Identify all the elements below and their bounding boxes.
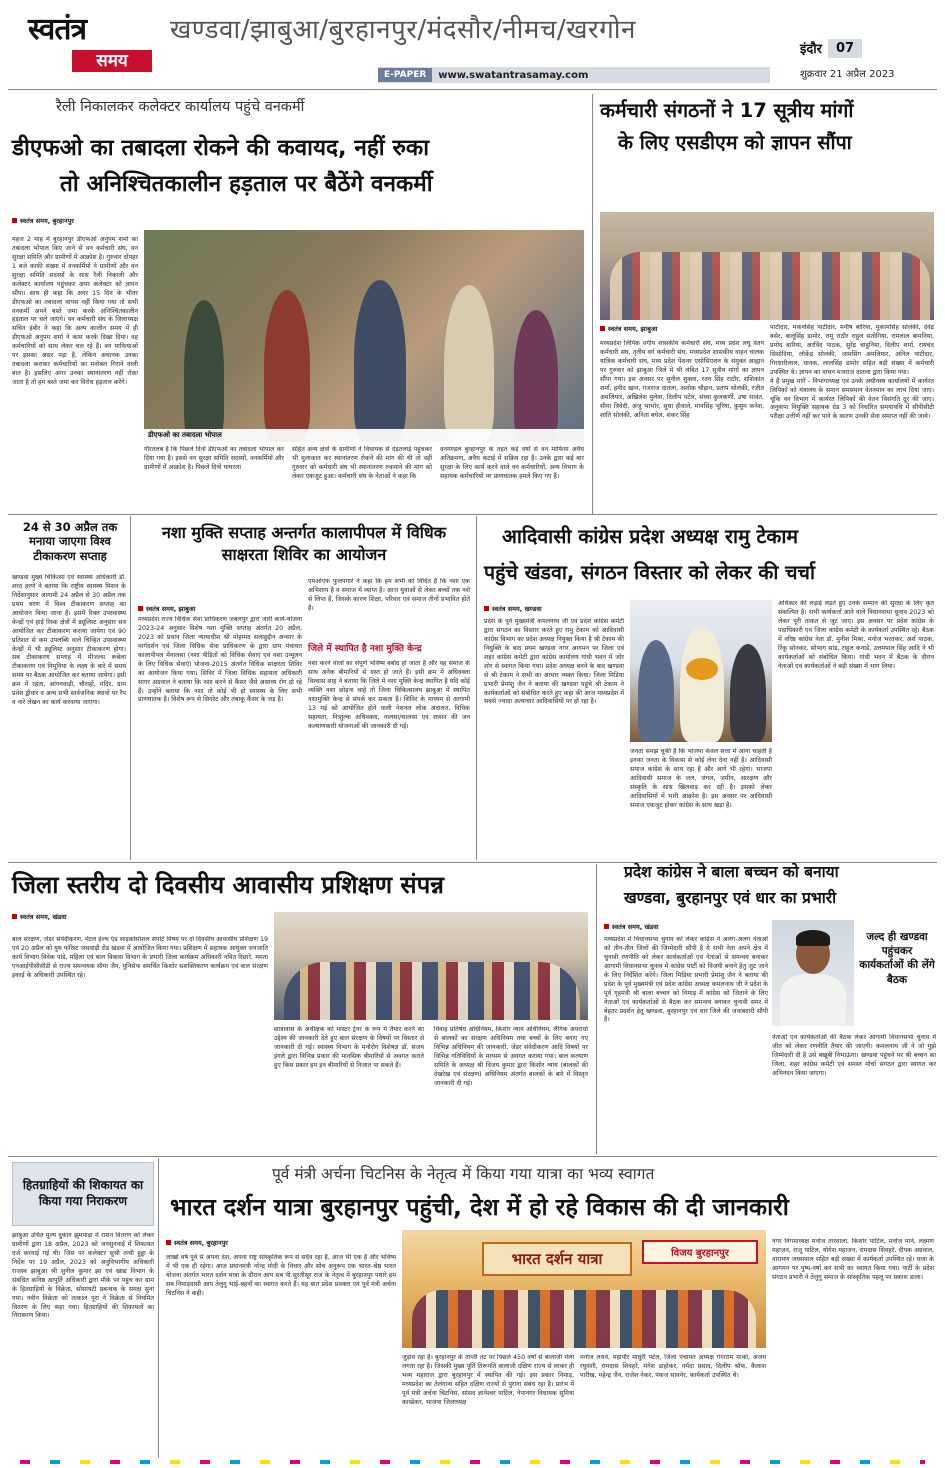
column-divider — [158, 1158, 159, 1458]
byline-marker-icon — [12, 218, 17, 223]
story5-col3: अधिकार की लड़ाई लड़ते हुए उनके सम्मान की सुरक्षा के लिए कृत संकल्पित है। सभी कार्यकर्ता आने वाले विधानसभा चुनाव 2023 को लेकर पूरी ताकत से जुट जाए। इस अवसर पर प्रदेश कांग्रेस के पदाधिकारी एवं जिला कांग्रेस कमेटी के कार्यकर्ता उपस्थित रहे। बैठक में वरिष्ठ कांग्रेस नेता डॉ. मुनीश मिश्रा, मनोज भरतकर, अर्श पाठक, रिंकू सोनकर, सोभाग सांड, राहुल कनाडे, उत्तमपाल सिंह आदि ने भी कार्यकर्ताओं को संबोधित किया। गांधी भवन में बैठक के दौरान नेताओं एवं कार्यकर्ताओं ने बड़ी संख्या में भाग लिया। — [778, 600, 934, 670]
story1-col1: महज 2 माह में बुरहानपुर डीएफओ अनुपम शर्मा का तबादला भोपाल किए जाने से वन कर्मचारी संघ, वन सुरक्षा समिति और ग्रामीणों में आक्रोश है। गुरुवार दोपहर 1 बजे काफी संख्या में वनकर्मियों ने ग्रामीणों और वन सुरक्षा समिति सदस्यों के साथ रैली निकाली और कलेक्टर कार्यालय पहुंचकर अपर कलेक्टर को ज्ञापन सौंपा। साथ ही कहा कि अगर 15 दिन के भीतर डीएफओ का तबादला वापस नहीं किया गया तो सभी वनकर्मी अपने बस्ते जमा करके अनिश्चितकालीन हड़ताल पर चले जाएंगे। वन कर्मचारी संघ के जिलाध्यक्ष सचिन हंबीर ने कहा कि अल्प कालीन समय में ही डीएफओ अनुपम शर्मा ने काम करके दिखा दिया। वह कर्मचारियों को साथ लेकर चल रहे हैं। वन माफियाओं पर इसका असर पड़ा है, लेकिन अचानक उनका तबादला कराकर कर्मचारियों का मनोबल गिराने वाली बात है। इसलिए अगर उनका स्थानांतरण नहीं रोका जाता है तो हम बस्ते जमा कर विरोध हड़ताल करेंगे। — [12, 236, 138, 386]
story4-col2b: नशा करने वालों का संपूर्ण भविष्य बर्बाद हो जाता है और वह समाज के साथ अनेक बीमारियों से ग्रस्त हो जाते हैं। इसी क्रम में अधिवक्ता विश्वास शाह ने बताया कि जिले में नशा मुक्ति केन्द्र स्थापित है यदि कोई व्यक्ति नशा छोड़ना चाहे तो जिला चिकित्सालय झाबुआ में स्थापित नशामुक्ति केन्द्र से संपर्क कर सकता है। शिविर के माध्यम से आगामी 13 मई को आयोजित होने वाली नेशनल लोक अदालत, विधिक सहायता, निःशुल्क अधिवक्ता, नालसा/सालसा एवं शासन की जन कल्याणकारी योजनाओं की जानकारी दी गई। — [308, 660, 470, 730]
crowd-figure — [412, 1290, 756, 1348]
story-drug-awareness — [134, 516, 474, 860]
yatra-banner — [482, 1242, 632, 1276]
body-figure — [780, 974, 846, 1026]
edition-box — [800, 36, 900, 60]
story6-photo — [274, 912, 588, 1020]
masthead-divider — [8, 89, 937, 90]
column-divider — [130, 516, 131, 860]
story7-col2: नेताओं एवं कार्यकर्ताओं की बैठक लेकर आगामी विधानसभा चुनाव में जीत को लेकर रणनीति तैयार की जाएगी। कमलनाथ जी ने जो मुझे जिम्मेदारी दी है उसे बखूबी निभाऊंगा। खण्डवा पहुंचने पर श्री बच्चन का जिला, शहर कांग्रेस कमेटी एवं समस्त मोर्चा संगठन द्वारा स्वागत कर अभिनंदन किया जाएगा। — [772, 1034, 936, 1077]
story2-col2: पाटीदार, मकनसिंह पाटीदार, मनीष बारिया, मुकामसिंह सोलंकी, देवेंद्र बसेर, बालूसिंह डामोर, रामू राठौर राहुल सतोगिया, रामलाल बामनिया, प्रमोद बारिया, अरविंद पाठक, सुरेंद्र चाहुनिया, दिलीप शर्मा, रायचंद सिसोदिया, लोकेंद्र सोलंकी, जामसिंग अमलियार, अनिल पाटीदार, गिरधारीलाल, धानक, लालसिंह डामोर सहित बड़ी संख्या में कर्मचारी उपस्थित थे। ज्ञापन का वाचन मजराज दातला द्वारा किया गया। ये हैं प्रमुख मांगें - विभागाध्यक्ष एवं उनके अधीनस्थ कार्यालयों में कार्यरत लिपिकों को मंत्रालय के समान समसमान वेतनमान का लाभ दिया जाए। चूंकि वन विभाग में कार्यरत लिपिकों की वेतन विसंगति दूर की जाए। अनुकंपा नियुक्ति सहायक ग्रेड 3 को निर्धारित समयावधि में सीपीसीटी परीक्षा उत्तीर्ण नहीं कर पाने के कारण उनकी सेवा समाप्त नहीं की जाये। — [770, 324, 934, 421]
page-number: 07 — [828, 39, 862, 58]
story9-col4: नगर निगमाध्यक्ष मनोज तारवाला, किशोर पाटिल, मनोज माने, लक्ष्मण महाजन, राजू पाटिल, योगेश महाजन, रामदास शिवहरे, दीपक अग्रवाल, नारायण जयसवाल सहित बड़ी संख्या में कार्यकर्ता उपस्थित रहे। यात्रा के आगमन पर पुष्प-वर्षा कर सभी का स्वागत किया गया। पार्टी के प्रदेश संगठन प्रभारी ने तेलुगु समाज के सांस्कृतिक पहलू पर प्रकाश डाला। — [772, 1238, 934, 1281]
story1-kicker: रैली निकालकर कलेक्टर कार्यालय पहुंचे वनकर्मी — [56, 99, 305, 115]
story5-col1: प्रदेश के पूर्व मुख्यमंत्री कमलनाथ जी एवं प्रदेश कांग्रेस कमेटी द्वारा संगठन का विस्तार करते हुए रामु टेकाम को आदिवासी कांग्रेस विभाग का प्रदेश अध्यक्ष नियुक्त किया है श्री टेकाम की नियुक्ति के बाद प्रथम खण्डवा नगर आगमन पर जिला एवं शहर कांग्रेस कमेटी द्वारा कांग्रेस कार्यालय गांधी भवन में जोर शोर से स्वागत किया गया। प्रदेश अध्यक्ष बनने के बाद खण्डवा से श्री टेकाम ने सभी का आभार व्यक्त किया। जिला मिडिया प्रभारी प्रेमांशु जैन ने बताया की खण्डवा पहुंचे श्री टेकाम ने कार्यकर्ताओं को संबोधित करते हुए कहा की आज मध्यप्रदेश में सबसे ज्यादा अत्याचार आदिवासियों पर हो रहा है। — [484, 618, 624, 706]
story9-col2: जुड़ाव रहा है। बुरहानपुर के ताप्ती तट पर पिछले 450 वर्षों से बालाजी मेला लगता रहा है। जिसकी मुख्य पूर्ति तिरूपति बालाजी दक्षिण राज्य से लाकर ही भव्य महाराज द्वारा बुरहानपुर में स्थापित की गई। इस प्रकार निमाड़, मध्यप्रदेश का तेलंगाना सहित दक्षिण राज्यों से पुराना संबंध रहा है। प्रारंभ में पूर्व मंत्री अर्चना चिटनिस, सांसद ज्ञानेश्वर पाटिल, नेपानगर विधायक सुमित्रा कास्डेकर, भाजपा जिलाध्यक्ष — [402, 1354, 574, 1406]
byline-text: स्वतंत्र समय, बुरहानपुर — [174, 1239, 228, 1247]
crowd-figure — [184, 300, 224, 442]
section-divider — [8, 514, 937, 515]
story7-headline-1: प्रदेश कांग्रेस ने बाला बच्चन को बनाया — [624, 863, 839, 881]
crowd-figure — [284, 962, 580, 1020]
website-link[interactable]: www.swatantrasamay.com — [438, 69, 589, 81]
story5-byline — [484, 604, 542, 613]
crowd-figure — [514, 310, 558, 442]
story6-col1: बाल संरक्षण, जेंडर संवेदीकरण, मेंटल हेल्थ एंड साइकोसोशल सपोर्ट विषय पर दो दिवसीय आवासीय प्रशिक्षण 19 एवं 20 अप्रैल को युथ फॉरेस्ट जसवाड़ी रोड खंडवा में आयोजित किया गया। प्रशिक्षण में सहायक आयुक्त जनजाति कार्य विभाग विवेक पांडे, महिला एवं बाल विकास विभाग के प्रभारी जिला कार्यक्रम अधिकारी नवित रिछारे, ममता एनआईपीसीसीडी से राज्य समन्वयक सीमा जैन, युनिसेफ समर्थित किशोर सशक्तिकरण कार्यक्रम एवं बाल संरक्षण इकाई के अधिकारी उपस्थित रहे। — [12, 936, 268, 979]
story6-headline: जिला स्तरीय दो दिवसीय आवासीय प्रशिक्षण संपन्न — [12, 871, 444, 899]
story5-headline-1: आदिवासी कांग्रेस प्रदेश अध्यक्ष रामु टेकाम — [502, 525, 799, 548]
story3-body: खण्डवा मुख्य चिकित्सा एवं स्वास्थ्य अधिकारी डॉ. शरद हरणे ने बताया कि राष्ट्रीय स्वास्थ्य मिशन के निर्देशानुसार आगामी 24 अप्रैल से 30 अप्रैल तक प्रथम चरण में विश्व टीकाकरण सप्ताह का आयोजन किया जाना है। इसमें रिक्त उपस्वास्थ्य केन्द्रों एवं हाई रिस्क क्षेत्रों में ड्यूलिस्ट अनुसार सत्र आयोजित कर टीकाकरण कराया जायेगा एवं 90 प्रतिशत से कम उपलब्धि वाले चिन्हित उपस्वास्थ्य केन्द्रों में भी ड्यूलिस्ट अनुसार टीकाकरण होगा। सब टीकाकरण सप्ताह में मीजल्स रूबेला टीकाकरण एवं निमूनिया के लक्ष्य के बारे में समय समय पर बैठक आयोजित कर बताया जायेगा। इसी क्रम में रहता, आंगनवाड़ी, चौराहों, मंदिर, ग्राम प्रवेश द्वीवार व अन्य सभी सार्वजनिक स्थानों पर रैंप व नारे लेखन का कार्य करवाया जाएगा। — [12, 574, 126, 707]
story9-col3: मनोज लधवे, महापौर माधुरी पटेल, जिला पंचायत अध्यक्ष गंगाराम मार्को, अजय रघुवंशी, रामदास शिवहरे, मंगेश डाहोकर, नर्मदा प्रसाद, दिलीप श्रॉफ, कैलाश पारीख, महेन्द्र जैन, राजेश नेकर, पंकज सावनेर, कार्यकर्ता उपस्थित थे। — [580, 1354, 766, 1379]
byline-marker-icon — [138, 606, 143, 611]
story2-headline-1: कर्मचारी संगठनों ने 17 सूत्रीय मांगों — [600, 99, 854, 122]
story9-col1: लाखों वर्ष पूर्व से अपना देश, अपना राष्ट्र सांस्कृतिक रूप से सदैव रहा है, आज भी एक है और भविष्य में भी एक ही रहेगा। आज प्रधानमंत्री नरेन्द्र मोदी के विचार और सोच अनुरूप एक भारत-श्रेष्ठ भारत योजना अंतर्गत भारत दर्शन यात्रा के दौरान आप सब पी.सुरतीसूर राज के नेतृत्व में बुरहानपुर पधारे हम सब निमाड़वासी आप तेलुगु भाई-बहनों का स्वागत करते हैं। यह बात प्रदेश प्रवक्ता एवं पूर्व मंत्री अर्चना चिटनिस ने कही। — [166, 1254, 396, 1297]
crowd-figure — [444, 285, 494, 442]
story4-col2: एमओएफ फुलपगारे ने कहा कि हम सभी को विदित है कि नशा एक अभिशाप है व समाज में व्याप्त है। आज युवाओं से लेकर बच्चों तक नशे से लिप्त हैं, जिसके कारण शिक्षा, परिवार एवं समाज तीनों प्रभावित होते हैं। — [308, 578, 470, 612]
banner-sub-text: विजय बुरहानपुर — [671, 1248, 729, 1259]
story9-headline: भारत दर्शन यात्रा बुरहानपुर पहुंची, देश में हो रहे विकास की दी जानकारी — [170, 1193, 789, 1221]
story-tribal-congress — [480, 516, 938, 860]
story-bharat-darshan — [162, 1158, 938, 1458]
story-vaccination-week — [8, 516, 128, 860]
logo-top-text: स्वतंत्र — [28, 12, 87, 47]
column-divider — [476, 516, 477, 860]
story7-byline — [604, 922, 659, 931]
epaper-bar — [378, 67, 770, 83]
story1-photo — [144, 230, 584, 442]
story2-headline-2: के लिए एसडीएम को ज्ञापन सौंपा — [618, 131, 852, 154]
logo-bottom-text: समय — [72, 50, 152, 72]
story1-headline-2: तो अनिश्चितकालीन हड़ताल पर बैठेंगे वनकर्मी — [60, 171, 433, 197]
hair-figure — [796, 930, 830, 946]
story4-col1: मध्यप्रदेश राज्य विधिक सेवा प्राधिकरण जबलपुर द्वारा जारी कार्य-योजना 2023-24 अनुसार विशेष नशा मुक्ति सप्ताह अंतर्गत 20 अप्रैल, 2023 को प्रधान जिला न्यायाधीश श्री मोहम्मद सलाहुद्दीन अन्सार के मार्गदर्शन एवं जिला विधिक सेवा प्राधिकरण के द्वारा ग्राम पंचायत कालापीपल मेंनालसा (नशा पीड़ितों को विधिक सेवाएं एवं नशा उन्मूलन के लिए विधिक सेवाएं) योजना-2015 अंतर्गत विधिक साक्षरता शिविर का आयोजन किया गया। शिविर में जिला विधिक सहायता अधिकारी सागर अग्रवाल ने बताया कि नशा करने से कैंसर जैसे असाध्य रोग हो रहे हैं। उन्होंने बताया कि नशा तो कोई भी हो स्वास्थ्य के लिए सभी प्राणघातक है। विशेष रूप से सिगरेट और तंबाकू कैंसर के जड़ है। — [138, 616, 302, 704]
story-bala-bachchan — [600, 864, 938, 1154]
vijay-banner — [642, 1240, 758, 1264]
byline-marker-icon — [166, 1240, 171, 1245]
crowd-figure — [638, 640, 674, 742]
story-training — [8, 864, 594, 1154]
story7-headline-2: खण्डवा, बुरहानपुर एवं धार का प्रभारी — [624, 889, 837, 907]
byline-text: स्वतंत्र समय, बुरहानपुर — [20, 217, 74, 225]
crowd-figure — [264, 290, 310, 442]
byline-text: स्वतंत्र समय, झाबुआ — [608, 325, 658, 333]
story-forest-staff — [8, 92, 590, 512]
story8-body: झाबुआ उचित मूल्य दुकान झुमपाड़ा में राशन वितरण को लेकर ग्रामीणों द्वारा 18 अप्रैल, 2023 को जनसुनवाई में शिकायत दर्ज करवाई गई थी। जिस पर कलेक्टर सुश्री तन्वी हुड्डा के निर्देश पर 19 अप्रैल, 2023 को अनुविभागीय अधिकारी राजस्व झाबुआ श्री सुनील कुमार झा एवं खाद्य विभाग के संबंधित कनिष्ठ आपूर्ति अधिकारी द्वारा मौके पर पहुंच कर ग्राम के हितग्राहियों के विक्रेता, सोसायटी प्रबन्धक के समक्ष सुना गया। नवीन विक्रेता को तत्काल पूरा ने विक्रेता से नियमित वितरण के लिए कहा गया। हितग्राहियों की शिकायतों का निराकरण किया। — [12, 1232, 154, 1320]
story-grievance — [8, 1158, 156, 1458]
story1-headline-1: डीएफओ का तबादला रोकने की कवायद, नहीं रुका — [12, 135, 430, 161]
logo[interactable] — [28, 12, 152, 76]
banner-text: भारत दर्शन यात्रा — [511, 1250, 603, 1268]
crowd-figure — [354, 280, 406, 442]
byline-marker-icon — [12, 914, 17, 919]
story-employee-union — [596, 92, 938, 512]
story2-photo — [600, 212, 934, 320]
byline-marker-icon — [484, 606, 489, 611]
story5-headline-2: पहुंचे खंडवा, संगठन विस्तार को लेकर की चर्चा — [484, 561, 815, 584]
edition-cities: खण्डवा/झाबुआ/बुरहानपुर/मंदसौर/नीमच/खरगोन — [170, 15, 636, 45]
edition-name: इंदौर — [800, 42, 822, 57]
section-divider — [8, 1156, 937, 1157]
story4-headline: नशा मुक्ति सप्ताह अन्तर्गत कालापीपल में विधिक साक्षरता शिविर का आयोजन — [161, 523, 447, 564]
story7-side-quote: जल्द ही खण्डवा पहुंचकर कार्यकर्ताओं की लेंगे बैठक — [859, 931, 935, 986]
story1-col4: वनमण्डल बुरहानपुर के तहत कई वर्षों से वन माफिया अवैध अतिक्रमण, अवैध कटाई में सक्रिय रहा है। उनके द्वारा कई बार सुरक्षा के लिए कार्य करने वाले वन कर्मचारियों, अन्य विभाग के सहायक कर्मचारियों पर प्राणघातक हमले किए गए हैं। — [440, 446, 584, 480]
garland-figure — [686, 658, 718, 680]
story7-portrait — [772, 920, 854, 1026]
column-divider — [592, 94, 593, 514]
story5-photo — [630, 600, 772, 742]
story9-kicker: पूर्व मंत्री अर्चना चिटनिस के नेतृत्व में किया गया यात्रा का भव्य स्वागत — [272, 1165, 655, 1183]
story8-headline: हितग्राहियों की शिकायत का किया गया निराकरण — [22, 1178, 144, 1208]
story6-byline — [12, 912, 67, 921]
column-divider — [596, 864, 597, 1154]
story2-col1: मध्यप्रदेश लिपिक वर्गीय शासकीय कर्मचारी संघ, मध्य प्रदेश लघु वेतन कर्मचारी संघ, तृतीय वर्ग कर्मचारी संघ, मध्यप्रदेश शासकीय वाहन चालक यांत्रिक कर्मचारी संघ, मध्य प्रदेश पेंशनर एसोसिएशन के संयुक्त आह्वान पर गुरुवार को झाबुआ जिले में भी लंबित 17 सूत्रीय मांगों का ज्ञापन सौंपा गया। इस अवसर पर सुनील शुक्ला, रतन सिंह राठौर, शशिकांत शर्मा, हमीद खान, गजराज दातला, अशोक चौहान, प्रताप सोलंकी, रंजीत अमलियार, अखिलेश मुलेवा, दिलीप पटेल, संध्या कुलकर्णी, उषा सावंत, सीमा त्रिवेदी, अजु भाभोर, सुधा हीवाले, मानसिंह भूरिया, कुसुम कनेश, शांति सोलंकी, अनिता बघेल, शंकर सिंह — [600, 340, 764, 419]
story1-col2: गौरतलब है कि पिछले दिनों डीएफओ का तबादला भोपाल कर दिया गया है। इससे वन सुरक्षा समिति सदस्यों, वनकर्मियों और ग्रामीणों में आक्रोश है। पिछले दिनों घाघरला — [144, 446, 284, 471]
byline-text: स्वतंत्र समय, झाबुआ — [146, 605, 196, 613]
byline-marker-icon — [600, 326, 605, 331]
story6-col2: छात्रावास के अधीक्षक को मास्टर ट्रेनर के रूप में तैयार करने का उद्देश्य की जानकारी देते हुए बाल संरक्षण के विषयों पर विस्तार से जानकारी दी गई। स्वास्थ्य विभाग के मनोरोग विशेषज्ञ डॉ. संजय इंगले द्वारा विभिन्न प्रकार की मानसिक बीमारियों से अवगत कराते हुए किस प्रकार हम इन बीमारियों से निजात पा सकते हैं। — [274, 1026, 424, 1069]
byline-text: स्वतंत्र समय, खंडवा — [20, 913, 67, 921]
byline-marker-icon — [604, 924, 609, 929]
print-color-bar — [20, 1460, 925, 1464]
date-line: शुक्रवार 21 अप्रैल 2023 — [800, 69, 895, 80]
crowd-figure — [610, 252, 930, 320]
crowd-figure — [680, 626, 724, 742]
story4-subhead: जिले में स्थापित है नशा मुक्ति केन्द्र — [308, 644, 422, 654]
story7-col1: मध्यप्रदेश में विधानसभा चुनाव को लेकर कांग्रेस ने अलग-अलग नेताओं को तीन-तीन जिलों की जिम्मेदारी सौंपी है ये सभी नेता अपने क्षेत्र में चुनावी रणनीति को लेकर कार्यकर्ताओं एवं नेताओं से समन्वय बनाकर आगामी विधानसभा चुनाव में कांग्रेस पार्टी को विजयी बनाने हेतु जुट जाने के लिए निर्देशित करेंगे। जिला मिडिया प्रभारी प्रेमांशु जैन ने बताया की प्रदेश के पूर्व मुख्यमंत्री एवं प्रदेश कांग्रेस अध्यक्ष कमलनाथ जी ने प्रदेश के पूर्व गृहमंत्री श्री बाला बच्चन को निमाड़ में कांग्रेस को जिताने के लिए नेताओं एवं कार्यकर्ताओं से बैठक कर समन्वय बनाकर चुनावी समर में बेहतर प्रदर्शन हेतु खण्डवा, बुरहानपुर एवं धार जिले की जवाबदारी सौंपी है। — [604, 936, 768, 1024]
story3-headline: 24 से 30 अप्रैल तक मनाया जाएगा विश्व टीकाकरण सप्ताह — [22, 520, 118, 563]
story5-col2: जनता समझ चुकी है कि भाजपा केवल सत्ता में आना चाहती है इनका जनता के विकास से कोई लेना देना नहीं है। आदिवासी समाज कांग्रेस के साथ रहा है और आगे भी रहेगा। भाजपा आदिवासी समाज के जल, जंगल, जमीन, आरक्षण और संस्कृति के साथ खिलवाड़ कर रही है। इसको लेकर आदिवासियों में भारी आक्रोश है। इस अवसर पर आदिवासी समाज एकजुट होकर कांग्रेस के साथ खड़ा है। — [630, 748, 772, 809]
story8-headline-box — [12, 1162, 154, 1226]
epaper-label: E-PAPER — [378, 68, 432, 82]
story1-col3: सहित अन्य क्षेत्रों के ग्रामीणों ने विधायक से देड़तलाई पहुंचकर भी मुलाकात कर स्थानांतरण रोकने की मांग की थी तो वहीं गुरुवार को कर्मचारी संघ भी स्थानांतरण रुकवाने की मांग को लेकर एकजुट हुआ। कर्मचारी संघ के नेताओं ने कहा कि — [292, 446, 432, 480]
crowd-figure — [730, 644, 766, 742]
story9-byline — [166, 1238, 228, 1247]
byline-text: स्वतंत्र समय, खंडवा — [612, 923, 659, 931]
story1-byline — [12, 216, 74, 225]
story6-col3: विवाह प्रतिषेध अधिनियम, किशोर न्याय अधिनियम, लैंगिक अपराधों से बालकों का संरक्षण अधिनियम तथा बच्चों के लिए बनाए गए विभिन्न अधिनियम की जानकारी, जेंडर संवेदीकरण आदि विषयों पर विभिन्न गतिविधियों के माध्यम से अवगत कराया गया। बाल कल्याण समिति के अध्यक्ष श्री विजय कुमार द्वारा किशोर न्याय (बालकों की देखरेख एवं संरक्षण) अधिनियम अंतर्गत बालकों के बारे में विस्तृत जानकारी दी गई। — [434, 1026, 588, 1087]
masthead — [0, 0, 945, 88]
byline-text: स्वतंत्र समय, खण्डवा — [492, 605, 542, 613]
story4-byline — [138, 604, 195, 613]
story9-photo — [402, 1230, 766, 1348]
story2-byline — [600, 324, 657, 333]
story1-photo-caption: डीएफओ का तबादला भोपाल — [144, 429, 584, 442]
